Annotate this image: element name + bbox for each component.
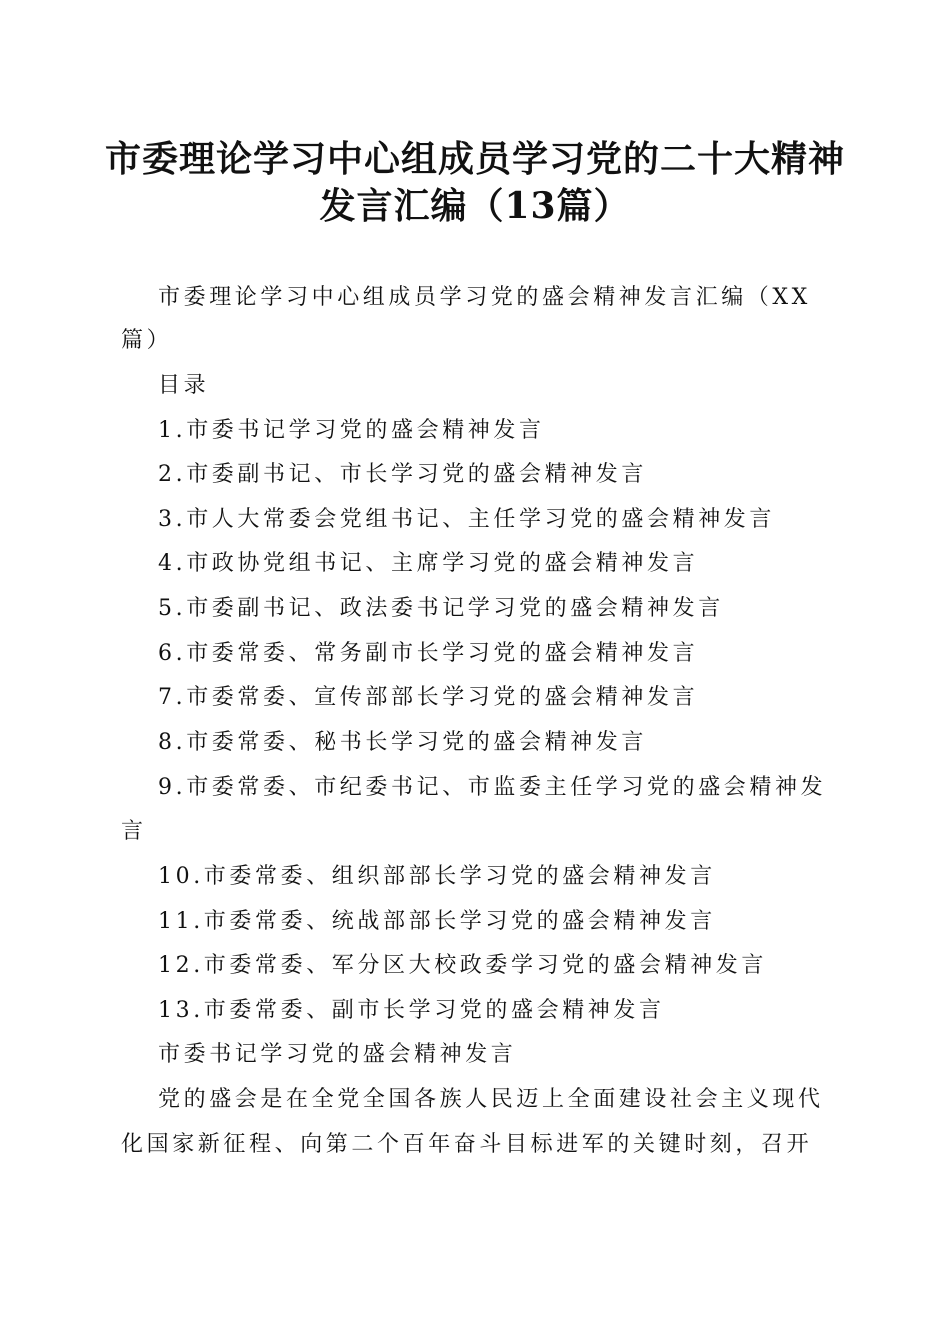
intro-line-1: 市委理论学习中心组成员学习党的盛会精神发言汇编（XX (158, 285, 811, 310)
toc-item-continuation: 言 (121, 819, 147, 844)
toc-item: 4.市政协党组书记、主席学习党的盛会精神发言 (158, 551, 699, 576)
toc-item: 13.市委常委、副市长学习党的盛会精神发言 (158, 998, 665, 1023)
toc-item: 10.市委常委、组织部部长学习党的盛会精神发言 (158, 864, 716, 889)
paragraph-line-1: 党的盛会是在全党全国各族人民迈上全面建设社会主义现代 (158, 1087, 824, 1112)
toc-item: 11.市委常委、统战部部长学习党的盛会精神发言 (158, 909, 716, 934)
document-title-line-2: 发言汇编（13篇） (319, 185, 631, 227)
toc-item: 6.市委常委、常务副市长学习党的盛会精神发言 (158, 641, 699, 666)
toc-heading: 目录 (158, 373, 210, 398)
toc-item: 9.市委常委、市纪委书记、市监委主任学习党的盛会精神发 (158, 775, 827, 800)
paragraph-line-2: 化国家新征程、向第二个百年奋斗目标进军的关键时刻，召开 (121, 1132, 813, 1157)
intro-line-2: 篇） (121, 328, 173, 353)
toc-item: 5.市委副书记、政法委书记学习党的盛会精神发言 (158, 596, 724, 621)
toc-item: 2.市委副书记、市长学习党的盛会精神发言 (158, 462, 647, 487)
toc-item: 7.市委常委、宣传部部长学习党的盛会精神发言 (158, 685, 699, 710)
toc-item: 1.市委书记学习党的盛会精神发言 (158, 418, 545, 443)
section-heading: 市委书记学习党的盛会精神发言 (158, 1042, 517, 1067)
toc-item: 3.市人大常委会党组书记、主任学习党的盛会精神发言 (158, 507, 775, 532)
toc-item: 8.市委常委、秘书长学习党的盛会精神发言 (158, 730, 647, 755)
toc-item: 12.市委常委、军分区大校政委学习党的盛会精神发言 (158, 953, 767, 978)
document-title-line-1: 市委理论学习中心组成员学习党的二十大精神 (104, 138, 845, 180)
